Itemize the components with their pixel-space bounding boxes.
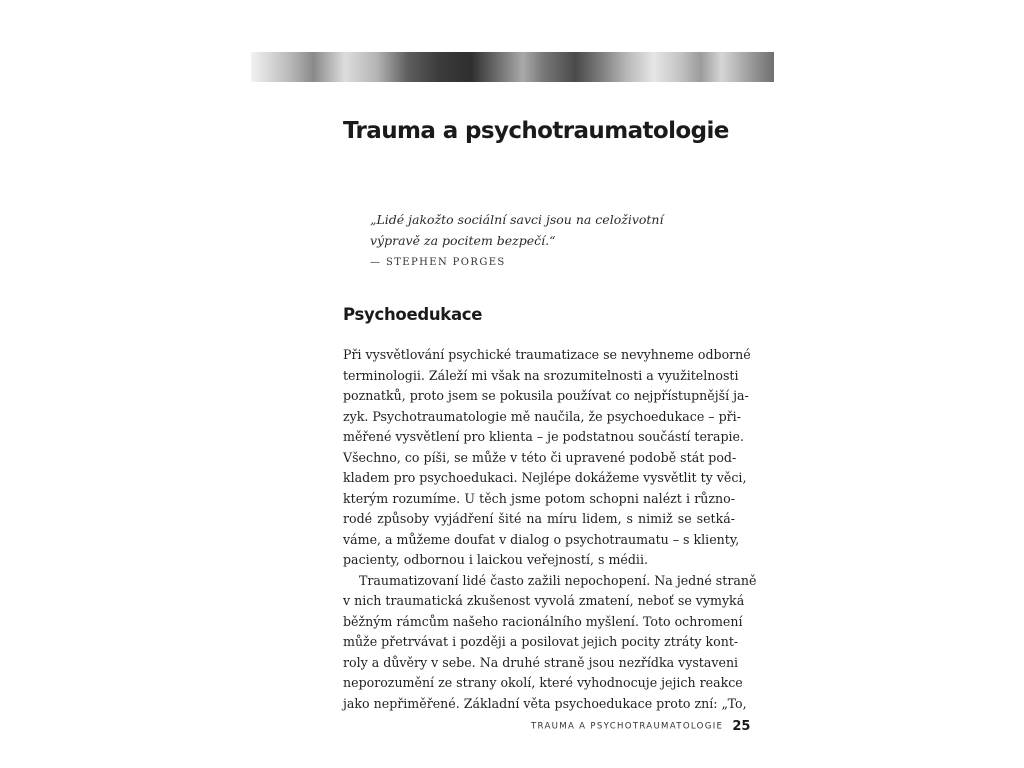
paragraph-2 (343, 571, 757, 715)
epigraph-line: „Lidé jakožto sociální savci jsou na celoživotní (370, 212, 664, 227)
text-line: kterým rozumíme. U těch jsme potom schopni nalézt i různo- (343, 490, 735, 506)
text-line: neporozumění ze strany okolí, které vyhodnocuje jejich reakce (343, 675, 743, 690)
epigraph-line: výpravě za pocitem bezpečí.“ (370, 233, 556, 248)
chapter-title: Trauma a psychotraumatologie (343, 118, 729, 144)
text-line: kladem pro psychoedukaci. Nejlépe dokážeme vysvětlit ty věci, (343, 470, 747, 485)
epigraph-quote (370, 209, 700, 251)
text-line: roly a důvěry v sebe. Na druhé straně jsou nezřídka vystaveni (343, 654, 739, 670)
text-line: Všechno, co píši, se může v této či upravené podobě stát pod- (343, 449, 737, 465)
text-line: Při vysvětlování psychické traumatizace se nevyhneme odborné (343, 347, 751, 362)
paragraph-1 (343, 345, 751, 571)
text-line: jako nepřiměřené. Základní věta psychoedukace proto zní: „To, (343, 695, 747, 711)
text-line: poznatků, proto jsem se pokusila používat co nejpřístupnější ja- (343, 388, 749, 403)
text-line: pacienty, odbornou i laickou veřejností, s médii. (343, 552, 648, 567)
text-line: v nich traumatická zkušenost vyvolá zmatení, neboť se vymyká (343, 593, 745, 608)
text-line: váme, a můžeme doufat v dialog o psychotraumatu – s klienty, (343, 531, 740, 547)
text-line: zyk. Psychotraumatologie mě naučila, že psychoedukace – při- (343, 408, 741, 424)
chapter-header-bar (251, 52, 774, 82)
epigraph (370, 209, 700, 268)
text-line: běžným rámcům našeho racionálního myšlení. Toto ochromení (343, 613, 743, 629)
text-line: Traumatizovaní lidé často zažili nepochopení. Na jedné straně (359, 572, 757, 588)
text-line: měřené vysvětlení pro klienta – je podstatnou součástí terapie. (343, 429, 744, 444)
text-line: terminologii. Záleží mi však na srozumitelnosti a využitelnosti (343, 367, 739, 383)
page-footer (531, 716, 751, 736)
body-text (343, 345, 757, 714)
text-line: může přetrvávat i později a posilovat jejich pocity ztráty kont- (343, 634, 739, 649)
section-heading: Psychoedukace (343, 305, 483, 324)
text-line: rodé způsoby vyjádření šité na míru lidem, s nimiž se setká- (343, 511, 735, 526)
running-head: TRAUMA A PSYCHOTRAUMATOLOGIE (531, 721, 724, 732)
page-number: 25 (732, 719, 751, 734)
epigraph-author: — STEPHEN PORGES (370, 257, 506, 268)
